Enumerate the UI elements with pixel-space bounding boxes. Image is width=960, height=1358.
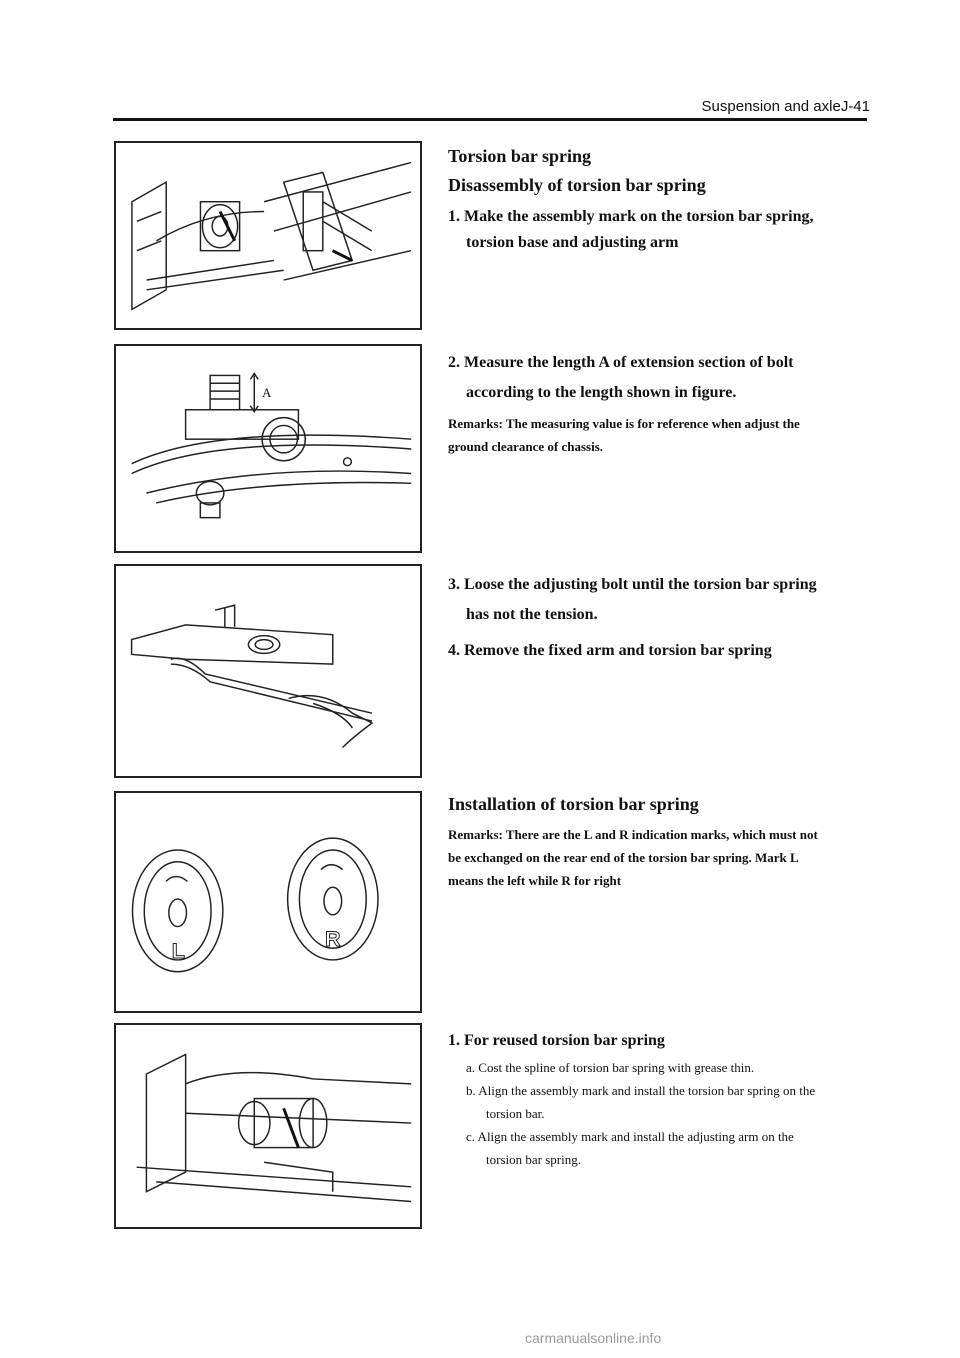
mark-l: L: [171, 937, 185, 963]
step-2-line-1: 2. Measure the length A of extension section of bolt: [448, 354, 794, 371]
section-subtitle: Disassembly of torsion bar spring: [448, 175, 706, 195]
figure-bolt-length: [114, 344, 422, 553]
step-3-line-1: 3. Loose the adjusting bolt until the torsion bar spring: [448, 576, 817, 593]
lr-indication-marks-illustration: [116, 793, 420, 1011]
section-installation: [448, 794, 868, 892]
step-4: 4. Remove the fixed arm and torsion bar spring: [448, 642, 772, 659]
reuse-step-a: a. Cost the spline of torsion bar spring with grease thin.: [466, 1060, 755, 1075]
watermark: carmanualsonline.info: [525, 1330, 662, 1346]
page-header: Suspension and axleJ-41: [701, 98, 870, 115]
section-loose: [448, 572, 868, 664]
step-3-line-2: has not the tension.: [466, 606, 598, 623]
reuse-step-1: 1. For reused torsion bar spring: [448, 1032, 665, 1049]
reuse-step-c-line-1: c. Align the assembly mark and install the adjusting arm on the: [466, 1129, 794, 1144]
reuse-step-b-line-1: b. Align the assembly mark and install the torsion bar spring on the: [466, 1083, 816, 1098]
install-remark-line-2: be exchanged on the rear end of the torsion bar spring. Mark L: [448, 850, 799, 865]
header-rule: [113, 118, 867, 121]
figure-assembly-mark: [114, 141, 422, 330]
figure-loose-bolt: [114, 564, 422, 778]
section-title: Torsion bar spring: [448, 146, 592, 166]
section-reuse: [448, 1028, 868, 1171]
torsion-bar-assembly-illustration: [116, 143, 420, 328]
mark-r: R: [324, 926, 341, 952]
install-remark-line-3: means the left while R for right: [448, 873, 622, 888]
remark-line-1: Remarks: The measuring value is for reference when adjust the: [448, 416, 800, 431]
installation-title: Installation of torsion bar spring: [448, 794, 699, 814]
step-1-line-1: 1. Make the assembly mark on the torsion bar spring,: [448, 208, 814, 225]
figure-reuse: [114, 1023, 422, 1229]
section-measure: [448, 350, 868, 458]
reuse-step-c-line-2: torsion bar spring.: [486, 1152, 581, 1167]
install-remark-line-1: Remarks: There are the L and R indication marks, which must not: [448, 827, 818, 842]
bolt-measurement-illustration: [116, 346, 420, 551]
step-2-line-2: according to the length shown in figure.: [466, 384, 737, 401]
label-a: A: [262, 386, 272, 401]
remark-line-2: ground clearance of chassis.: [448, 439, 604, 454]
step-1-line-2: torsion base and adjusting arm: [466, 234, 679, 251]
section-disassembly: [448, 146, 868, 256]
loosen-bolt-illustration: [116, 566, 420, 776]
figure-lr-marks: [114, 791, 422, 1013]
reused-torsion-bar-illustration: [116, 1025, 420, 1227]
reuse-step-b-line-2: torsion bar.: [486, 1106, 545, 1121]
